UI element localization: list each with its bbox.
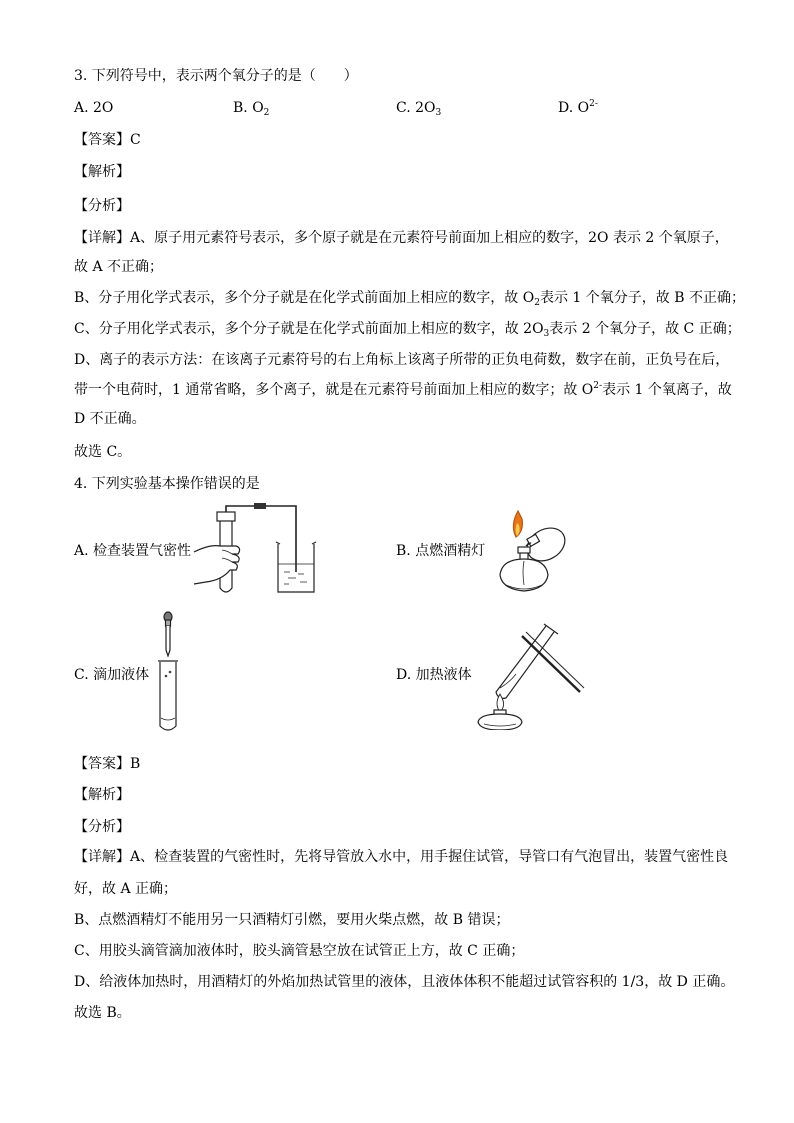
q4-option-d-label: D. 加热液体	[396, 667, 472, 683]
q4-detail-line-2: 好，故 A 正确；	[74, 881, 178, 897]
q3-option-d: D. $O^{2-}$	[558, 99, 598, 116]
q3-detail-line-6: 带一个电荷时，1 通常省略，多个离子，就是在元素符号前面加上相应的数字；故 $O^{2-}$表示 1 个氧离子，故	[74, 381, 732, 398]
q3-detail-line-7: D 不正确。	[74, 411, 146, 427]
q3-option-a: A. 2O	[74, 100, 114, 116]
heating-liquid-figure	[470, 622, 586, 730]
q3-answer: 【答案】C	[74, 132, 141, 148]
q4-option-a-label: A. 检查装置气密性	[74, 543, 192, 559]
q3-detail-line-4: C、分子用化学式表示，多个分子就是在化学式前面加上相应的数字，故 $2O_3$表示 2 个氧分子，故 C 正确；	[74, 321, 741, 339]
q3-jiexi: 【解析】	[74, 164, 130, 180]
q3-option-c: C. $2O_3$	[396, 100, 442, 118]
q3-detail-line-1: 【详解】A、原子用元素符号表示，多个原子就是在元素符号前面加上相应的数字，2O 表示 2 个氧原子，	[74, 230, 729, 246]
q3-stem: 3. 下列符号中，表示两个氧分子的是（ ）	[74, 68, 358, 84]
lighting-alcohol-lamp-figure	[486, 505, 578, 597]
q4-answer: 【答案】B	[74, 756, 141, 772]
q3-detail-line-5: D、离子的表示方法：在该离子元素符号的右上角标上该离子所带的正负电荷数，数字在前，正负号在后，	[74, 352, 730, 368]
q4-detail-line-3: B、点燃酒精灯不能用另一只酒精灯引燃，要用火柴点燃，故 B 错误；	[74, 912, 510, 928]
q4-detail-line-6: 故选 B。	[74, 1005, 131, 1021]
q4-detail-line-4: C、用胶头滴管滴加液体时，胶头滴管悬空放在试管正上方，故 C 正确；	[74, 943, 525, 959]
q4-jiexi: 【解析】	[74, 787, 130, 803]
q4-detail-line-1: 【详解】A、检查装置的气密性时，先将导管放入水中，用手握住试管，导管口有气泡冒出，装置气密性良	[74, 849, 729, 865]
q3-detail-line-3: B、分子用化学式表示，多个分子就是在化学式前面加上相应的数字，故 $O_2$表示 1 个氧分子，故 B 不正确；	[74, 290, 745, 308]
q3-option-b: B. $O_2$	[233, 100, 270, 118]
q3-detail-line-8: 故选 C。	[74, 444, 132, 460]
q3-fenxi: 【分析】	[74, 198, 130, 214]
q4-option-c-label: C. 滴加液体	[74, 667, 150, 683]
q4-detail-line-5: D、给液体加热时，用酒精灯的外焰加热试管里的液体，且液体体积不能超过试管容积的 1/3，故 D 正确。	[74, 974, 735, 990]
dropping-liquid-figure	[150, 610, 186, 736]
q4-option-b-label: B. 点燃酒精灯	[396, 543, 486, 559]
q4-fenxi: 【分析】	[74, 819, 130, 835]
q4-stem: 4. 下列实验基本操作错误的是	[74, 476, 260, 492]
q3-detail-line-2: 故 A 不正确；	[74, 259, 164, 275]
airtightness-check-figure	[192, 502, 322, 598]
